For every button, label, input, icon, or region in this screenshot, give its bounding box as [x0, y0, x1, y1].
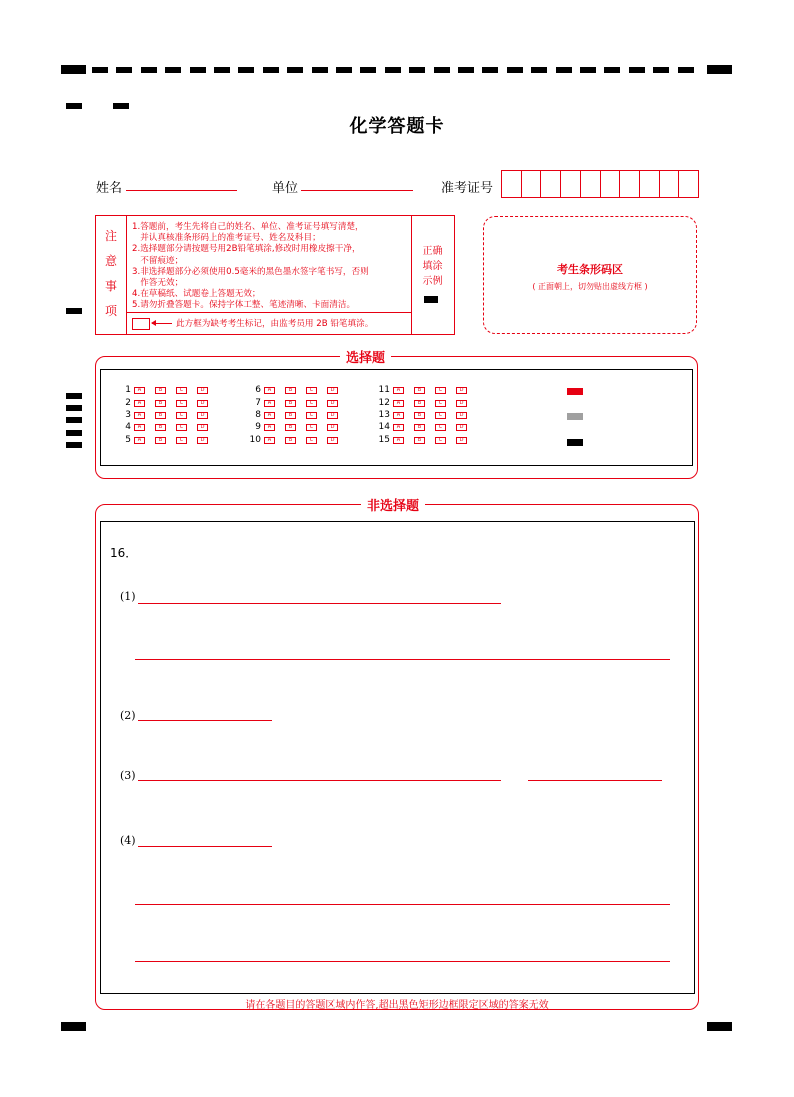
option-bubble-b[interactable]: B [414, 412, 425, 419]
option-bubble-c[interactable]: C [306, 412, 317, 419]
barcode-subtitle: ( 正面朝上，切勿贴出虚线方框 ) [532, 282, 648, 291]
question-number: 1 [125, 385, 131, 395]
option-bubble-c[interactable]: C [306, 424, 317, 431]
timing-dash [116, 67, 132, 73]
timing-dash [556, 67, 572, 73]
option-bubble-b[interactable]: B [285, 424, 296, 431]
timing-dash [385, 67, 401, 73]
option-bubble-b[interactable]: B [285, 437, 296, 444]
notice-heading-char: 注 [104, 229, 117, 243]
timing-dash [531, 67, 547, 73]
option-bubble-a[interactable]: A [134, 424, 145, 431]
timing-dash [458, 67, 474, 73]
option-bubble-b[interactable]: B [155, 424, 166, 431]
exam-id-cell[interactable] [541, 171, 561, 197]
corner-mark-bottom-right [707, 1022, 732, 1031]
question-number: 7 [255, 398, 261, 408]
timing-dash [409, 67, 425, 73]
option-bubble-b[interactable]: B [414, 437, 425, 444]
option-bubble-d[interactable]: D [197, 412, 208, 419]
filled-sample-mark [424, 296, 438, 303]
timing-dash [360, 67, 376, 73]
exam-id-cell[interactable] [679, 171, 698, 197]
unit-label: 单位 [272, 181, 299, 196]
answer-line-4a[interactable] [138, 846, 272, 847]
option-bubble-d[interactable]: D [197, 387, 208, 394]
timing-dash [507, 67, 523, 73]
footer-warning: 请在各题目的答题区域内作答,超出黑色矩形边框限定区域的答案无效 [245, 1000, 549, 1011]
answer-line-4c[interactable] [135, 961, 670, 962]
question-number: 8 [255, 410, 261, 420]
option-bubble-c[interactable]: C [176, 437, 187, 444]
position-mark [66, 103, 82, 109]
option-bubble-c[interactable]: C [176, 424, 187, 431]
timing-dash [482, 67, 498, 73]
exam-id-cell[interactable] [620, 171, 640, 197]
option-bubble-d[interactable]: D [197, 437, 208, 444]
fill-example-text: 填涂 [422, 261, 443, 272]
nonchoice-section-title: 非选择题 [361, 495, 425, 514]
timing-dash [141, 67, 157, 73]
question-number: 4 [125, 422, 131, 432]
option-bubble-d[interactable]: D [456, 387, 467, 394]
option-bubble-a[interactable]: A [393, 437, 404, 444]
option-bubble-d[interactable]: D [197, 400, 208, 407]
page-title: 化学答题卡 [349, 116, 445, 137]
option-bubble-b[interactable]: B [155, 400, 166, 407]
part-2-label: (2) [120, 709, 136, 722]
fill-example-text: 示例 [422, 276, 443, 287]
answer-line-3a[interactable] [138, 780, 501, 781]
part-3-label: (3) [120, 769, 136, 782]
missing-mark-row [126, 312, 411, 335]
answer-line-2[interactable] [138, 720, 272, 721]
option-bubble-b[interactable]: B [155, 412, 166, 419]
fill-legend-swatch [567, 413, 583, 420]
answer-line-4b[interactable] [135, 904, 670, 905]
side-timing-mark [66, 430, 82, 436]
fill-legend-swatch [567, 439, 583, 446]
timing-dash [287, 67, 303, 73]
timing-dash [629, 67, 645, 73]
notice-text: 1.答题前，考生先将自己的姓名、单位、准考证号填写清楚， 并认真核准条形码上的准考证号、姓名及科目； 2.选择题部分请按题号用2B铅笔填涂,修改时用橡皮擦干净， 不留痕迹； 3.非选择题部分必须使用0.5毫米的黑色墨水签字笔书写，否则 作答无效； 4.在草稿纸、试题卷上答题无效； 5.请勿折叠答题卡。保持字体工整、笔迹清晰、卡面清洁。 [132, 222, 369, 311]
corner-mark-top-right [707, 65, 732, 74]
option-bubble-d[interactable]: D [456, 400, 467, 407]
option-bubble-c[interactable]: C [435, 437, 446, 444]
question-number: 5 [125, 435, 131, 445]
question-number: 2 [125, 398, 131, 408]
exam-id-cell[interactable] [640, 171, 660, 197]
exam-id-boxes[interactable] [501, 170, 699, 198]
option-bubble-c[interactable]: C [176, 400, 187, 407]
barcode-area [483, 216, 697, 334]
part-4-label: (4) [120, 834, 136, 847]
option-bubble-d[interactable]: D [327, 437, 338, 444]
timing-dash [165, 67, 181, 73]
option-bubble-a[interactable]: A [264, 400, 275, 407]
option-bubble-d[interactable]: D [197, 424, 208, 431]
name-field[interactable] [126, 190, 237, 191]
option-bubble-b[interactable]: B [285, 400, 296, 407]
option-bubble-d[interactable]: D [456, 412, 467, 419]
side-timing-mark [66, 442, 82, 448]
nonchoice-answer-box [100, 521, 695, 994]
option-bubble-b[interactable]: B [414, 424, 425, 431]
option-bubble-a[interactable]: A [134, 400, 145, 407]
option-bubble-c[interactable]: C [435, 387, 446, 394]
answer-line-1a[interactable] [138, 603, 501, 604]
timing-dash [678, 67, 694, 73]
option-bubble-a[interactable]: A [264, 424, 275, 431]
option-bubble-d[interactable]: D [456, 424, 467, 431]
option-bubble-a[interactable]: A [134, 437, 145, 444]
option-bubble-d[interactable]: D [456, 437, 467, 444]
option-bubble-d[interactable]: D [327, 412, 338, 419]
timing-dash [238, 67, 254, 73]
side-timing-mark [66, 417, 82, 423]
fill-example-text: 正确 [422, 246, 443, 257]
exam-id-cell[interactable] [522, 171, 542, 197]
timing-dash [263, 67, 279, 73]
corner-mark-top-left [61, 65, 86, 74]
missing-mark-text: 此方框为缺考考生标记，由监考员用 2B 铅笔填涂。 [176, 319, 374, 329]
exam-id-label: 准考证号 [441, 181, 494, 196]
option-bubble-a[interactable]: A [264, 437, 275, 444]
fill-example [411, 216, 454, 334]
option-bubble-c[interactable]: C [435, 424, 446, 431]
exam-id-cell[interactable] [502, 171, 522, 197]
barcode-title: 考生条形码区 [557, 263, 623, 276]
option-bubble-a[interactable]: A [393, 387, 404, 394]
side-timing-mark [66, 393, 82, 399]
missing-mark-checkbox[interactable] [132, 318, 150, 330]
unit-field[interactable] [301, 190, 413, 191]
notice-box [95, 215, 455, 335]
exam-id-cell[interactable] [660, 171, 680, 197]
question-number: 14 [378, 422, 390, 432]
exam-id-cell[interactable] [581, 171, 601, 197]
timing-dash [653, 67, 669, 73]
notice-heading-char: 意 [104, 254, 117, 268]
option-bubble-b[interactable]: B [414, 400, 425, 407]
timing-dash [214, 67, 230, 73]
exam-id-cell[interactable] [601, 171, 621, 197]
question-number: 6 [255, 385, 261, 395]
part-1-label: (1) [120, 590, 136, 603]
option-bubble-c[interactable]: C [435, 412, 446, 419]
option-bubble-a[interactable]: A [264, 412, 275, 419]
timing-dash [92, 67, 108, 73]
question-16-label: 16． [110, 546, 138, 560]
option-bubble-c[interactable]: C [306, 387, 317, 394]
question-number: 13 [378, 410, 390, 420]
question-number: 15 [378, 435, 390, 445]
fill-legend-swatch [567, 388, 583, 395]
corner-mark-bottom-left [61, 1022, 86, 1031]
option-bubble-a[interactable]: A [393, 412, 404, 419]
timing-dash [312, 67, 328, 73]
option-bubble-b[interactable]: B [155, 437, 166, 444]
option-bubble-c[interactable]: C [435, 400, 446, 407]
name-label: 姓名 [96, 181, 123, 196]
option-bubble-b[interactable]: B [414, 387, 425, 394]
option-bubble-d[interactable]: D [327, 387, 338, 394]
option-bubble-b[interactable]: B [155, 387, 166, 394]
question-number: 3 [125, 410, 131, 420]
timing-dash [336, 67, 352, 73]
exam-id-cell[interactable] [561, 171, 581, 197]
option-bubble-d[interactable]: D [327, 400, 338, 407]
option-bubble-c[interactable]: C [306, 437, 317, 444]
position-mark [113, 103, 129, 109]
position-mark [66, 308, 82, 314]
question-number: 12 [378, 398, 390, 408]
option-bubble-a[interactable]: A [264, 387, 275, 394]
notice-content [126, 216, 412, 334]
option-bubble-d[interactable]: D [327, 424, 338, 431]
option-bubble-c[interactable]: C [306, 400, 317, 407]
question-number: 10 [249, 435, 261, 445]
side-timing-mark [66, 405, 82, 411]
timing-dash [434, 67, 450, 73]
option-bubble-a[interactable]: A [393, 400, 404, 407]
timing-dash [604, 67, 620, 73]
choice-section-title: 选择题 [340, 347, 391, 366]
option-bubble-a[interactable]: A [393, 424, 404, 431]
notice-heading-char: 项 [104, 304, 117, 318]
option-bubble-c[interactable]: C [176, 387, 187, 394]
timing-dash [580, 67, 596, 73]
question-number: 11 [378, 385, 390, 395]
option-bubble-a[interactable]: A [134, 387, 145, 394]
option-bubble-b[interactable]: B [285, 412, 296, 419]
question-number: 9 [255, 422, 261, 432]
notice-heading-char: 事 [104, 279, 117, 293]
answer-line-1b[interactable] [135, 659, 670, 660]
option-bubble-a[interactable]: A [134, 412, 145, 419]
arrow-left-icon [152, 323, 172, 324]
option-bubble-c[interactable]: C [176, 412, 187, 419]
option-bubble-b[interactable]: B [285, 387, 296, 394]
nonchoice-section [95, 499, 699, 1010]
answer-line-3b[interactable] [528, 780, 662, 781]
timing-dash [190, 67, 206, 73]
notice-heading [96, 216, 127, 334]
